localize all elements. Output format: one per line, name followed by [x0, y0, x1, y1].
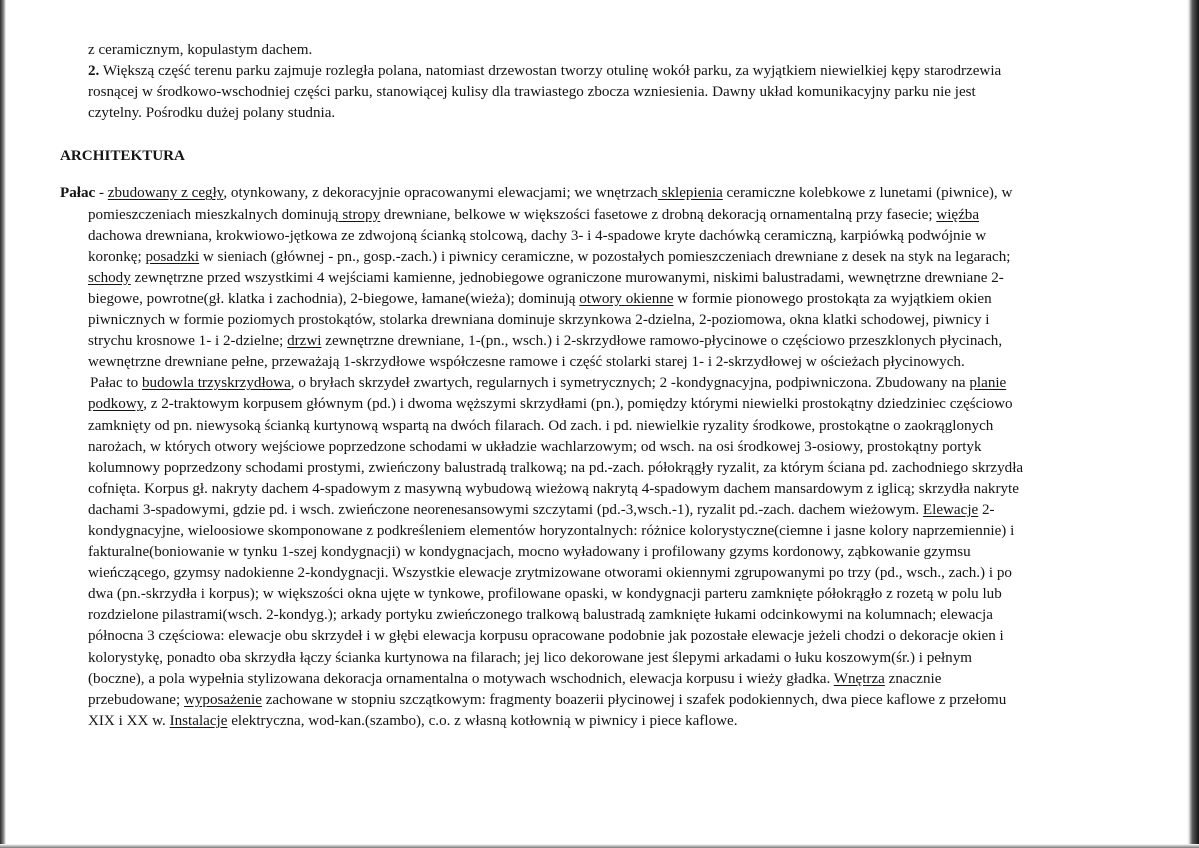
scan-edge-bottom — [0, 844, 1199, 848]
underlined-term: Instalacje — [169, 712, 228, 729]
underlined-term: zbudowany z cegły — [107, 185, 224, 202]
text-run: XIX i XX w. — [88, 712, 170, 729]
underlined-term: drzwi — [287, 333, 322, 350]
text-run: dachami 3-spadowymi, gdzie pd. i wsch. zwieńczone neorenesansowymi szczytami (pd.-3,wsch.-1), ryzalit pd.-zach. dachem wieżowym. — [88, 501, 923, 518]
text-line — [60, 669, 1140, 690]
text-run: zewnętrzne przed wszystkimi 4 wejściami kamienne, jednobiegowe ograniczone murowanymi, niskimi balustradami, wewnętrzne drewniane 2- — [130, 269, 1004, 286]
text-line: wewnętrzne drewniane pełne, przeważają 1-skrzydłowe współczesne ramowe i część stolarki starej 1- i 2-skrzydłowej w ościeżach płycinowych. — [88, 354, 965, 371]
body-paragraph — [60, 373, 1140, 732]
document-page — [60, 40, 1140, 732]
text-run: , z 2-traktowym korpusem głównym (pd.) i dwoma węższymi skrzydłami (pn.), pomiędzy którymi niewielki prostokątny dziedziniec częściowo — [143, 396, 1013, 413]
text-run: elektryczna, wod-kan.(szambo), c.o. z własną kotłownią w piwnicy i piece kaflowe. — [227, 712, 738, 729]
text-line — [60, 247, 1140, 268]
text-line: rozdzielone pilastrami(wsch. 2-kondyg.); arkady portyku zwieńczonego tralkową balustradą zamknięte łukami odcinkowymi na kolumnach; elewacja — [88, 607, 993, 624]
item-2-line-3: czytelny. Pośrodku dużej polany studnia. — [88, 105, 336, 122]
text-run: biegowe, powrotne(gł. klatka i zachodnia), 2-biegowe, łamane(wieża); dominują — [88, 290, 580, 307]
text-run: drewniane, belkowe w większości fasetowe z drobną dekoracją ornamentalną przy fasecie; — [380, 206, 937, 223]
text-run: 2- — [978, 501, 995, 518]
underlined-term: schody — [88, 269, 131, 286]
text-line — [60, 500, 1140, 521]
text-run: , otynkowany, z dekoracyjnie opracowanymi elewacjami; we wnętrzach — [223, 185, 658, 202]
text-line — [60, 268, 1140, 289]
underlined-term: podkowy — [88, 396, 144, 413]
text-run: Pałac to — [90, 375, 142, 392]
text-line — [60, 373, 1140, 394]
intro-line-1: z ceramicznym, kopulastym dachem. — [88, 42, 313, 58]
underlined-term: sklepienia — [657, 185, 723, 202]
underlined-term: otwory okienne — [579, 290, 674, 307]
palace-title: Pałac — [60, 185, 96, 202]
item-2-line-1: 2. Większą część terenu parku zajmuje rozległa polana, natomiast drzewostan tworzy otulinę wokół parku, za wyjątkiem niewielkiej kępy starodrzewia — [88, 63, 1002, 80]
text-line — [60, 394, 1140, 415]
scan-edge-left — [0, 0, 6, 848]
text-line: narożach, w których otwory wejściowe poprzedzone schodami w układzie wachlarzowym; od wsch. na osi środkowej 3-osiowy, prostokątny portyk — [88, 438, 982, 455]
text-run: znacznie — [884, 670, 942, 687]
underlined-term: więźba — [936, 206, 980, 223]
text-line: dachowa drewniana, krokwiowo-jętkowa ze zdwojoną ścianką stolcową, dachy 3- i 4-spadowe kryte dachówką ceramiczną, karpiówką podwójnie w — [88, 227, 987, 244]
text-line — [60, 183, 1140, 204]
text-run: strychu krosnowe 1- i 2-dzielne; — [88, 333, 288, 350]
text-line — [60, 205, 1140, 226]
underlined-term: stropy — [338, 206, 381, 223]
text-line: piwnicznych w formie poziomych prostokątów, stolarka drewniana dominuje skrzynkowa 2-dzielna, 2-poziomowa, okna klatki schodowej, piwnicy i — [88, 312, 990, 329]
text-run: - — [95, 185, 108, 202]
text-line: cofnięta. Korpus gł. nakryty dachem 4-spadowym z masywną wybudową wieżową nakrytą 4-spadowym dachem mansardowym z iglicą; skrzydła nakryte — [88, 480, 1019, 497]
text-line: dwa (pn.-skrzydła i korpus); w większości okna ujęte w tynkowe, profilowane opaski, w kondygnacji parteru zamknięte półokrągło z rozetą w polu lub — [88, 586, 1002, 603]
text-line: kolumnowy poprzedzony schodami prostymi, zwieńczony balustradą tralkową; na pd.-zach. półokrągły ryzalit, za którym ściana pd. zachodniego skrzydła — [88, 459, 1024, 476]
underlined-term: planie — [969, 375, 1007, 392]
palace-paragraph — [60, 183, 1140, 373]
text-run: (boczne), a pola wypełnia stylizowana dekoracja ornamentalna o motywach wschodnich, elewacja korpusu i wieży gładka. — [88, 670, 834, 687]
text-line: wieńczącego, gzymsy nadokienne 2-kondygnacji. Wszystkie elewacje zrytmizowane otworami okiennymi zgrupowanymi po trzy (pd., wsch., zach.) i po — [88, 565, 1012, 582]
text-line — [60, 331, 1140, 352]
underlined-term: Wnętrza — [833, 670, 885, 687]
text-line: fakturalne(boniowanie w tynku 1-szej kondygnacji) w kondygnacjach, mocno wyładowany i profilowany gzyms kordonowy, ząbkowanie gzymsu — [88, 544, 971, 561]
section-heading: ARCHITEKTURA — [60, 148, 185, 165]
text-run: , o bryłach skrzydeł zwartych, regularnych i symetrycznych; 2 -kondygnacyjna, podpiwniczona. Zbudowany na — [290, 375, 970, 392]
text-line: zamknięty od pn. niewysoką ścianką kurtynową wspartą na dwóch filarach. Od zach. i pd. niewielkie ryzality środkowe, prostokątne o zaokrąglonych — [88, 417, 994, 434]
item-2-line-2: rosnącej w środkowo-wschodniej części parku, stanowiącej kulisy dla trawiastego zbocza wzniesienia. Dawny układ komunikacyjny parku nie jest — [88, 84, 976, 101]
text-line — [60, 690, 1140, 711]
text-run: w sieniach (głównej - pn., gosp.-zach.) i piwnicy ceramiczne, w pozostałych pomieszczeniach drewniane z desek na styk na legarach; — [199, 248, 1011, 265]
underlined-term: Elewacje — [922, 501, 979, 518]
text-run: koronkę; — [88, 248, 146, 265]
underlined-term: budowla trzyskrzydłowa — [141, 375, 291, 392]
underlined-term: wyposażenie — [183, 691, 262, 708]
text-line: północna 3 częściowa: elewacje obu skrzydeł i w głębi elewacja korpusu opracowane podobnie jak pozostałe elewacje jeżeli chodzi o dekoracje okien i — [88, 628, 1004, 645]
text-run: w formie pionowego prostokąta za wyjątkiem okien — [673, 290, 992, 307]
text-run: pomieszczeniach mieszkalnych dominują — [88, 206, 339, 223]
text-line — [60, 711, 1140, 732]
scan-edge-right — [1187, 0, 1199, 848]
text-line: kolorystykę, ponadto oba skrzydła łączy ścianka kurtynowa na filarach; jej lico dekorowane jest ślepymi arkadami o łuku koszowym(śr.) i pełnym — [88, 649, 972, 666]
text-line — [60, 289, 1140, 310]
underlined-term: posadzki — [145, 248, 200, 265]
text-run: zewnętrzne drewniane, 1-(pn., wsch.) i 2-skrzydłowe ramowo-płycinowe o częściowo przeszklonych płycinach, — [321, 333, 1003, 350]
text-run: ceramiczne kolebkowe z lunetami (piwnice), w — [722, 185, 1013, 202]
text-line: kondygnacyjne, wieloosiowe skomponowane z podkreśleniem elementów horyzontalnych: różnice kolorystyczne(ciemne i jasne kolory naprzemiennie) i — [88, 522, 1015, 539]
text-run: zachowane w stopniu szczątkowym: fragmenty boazerii płycinowej i szafek podokiennych, dwa piece kaflowe z przełomu — [261, 691, 1007, 708]
item-2-number: 2. — [88, 63, 100, 80]
text-run: przebudowane; — [88, 691, 184, 708]
